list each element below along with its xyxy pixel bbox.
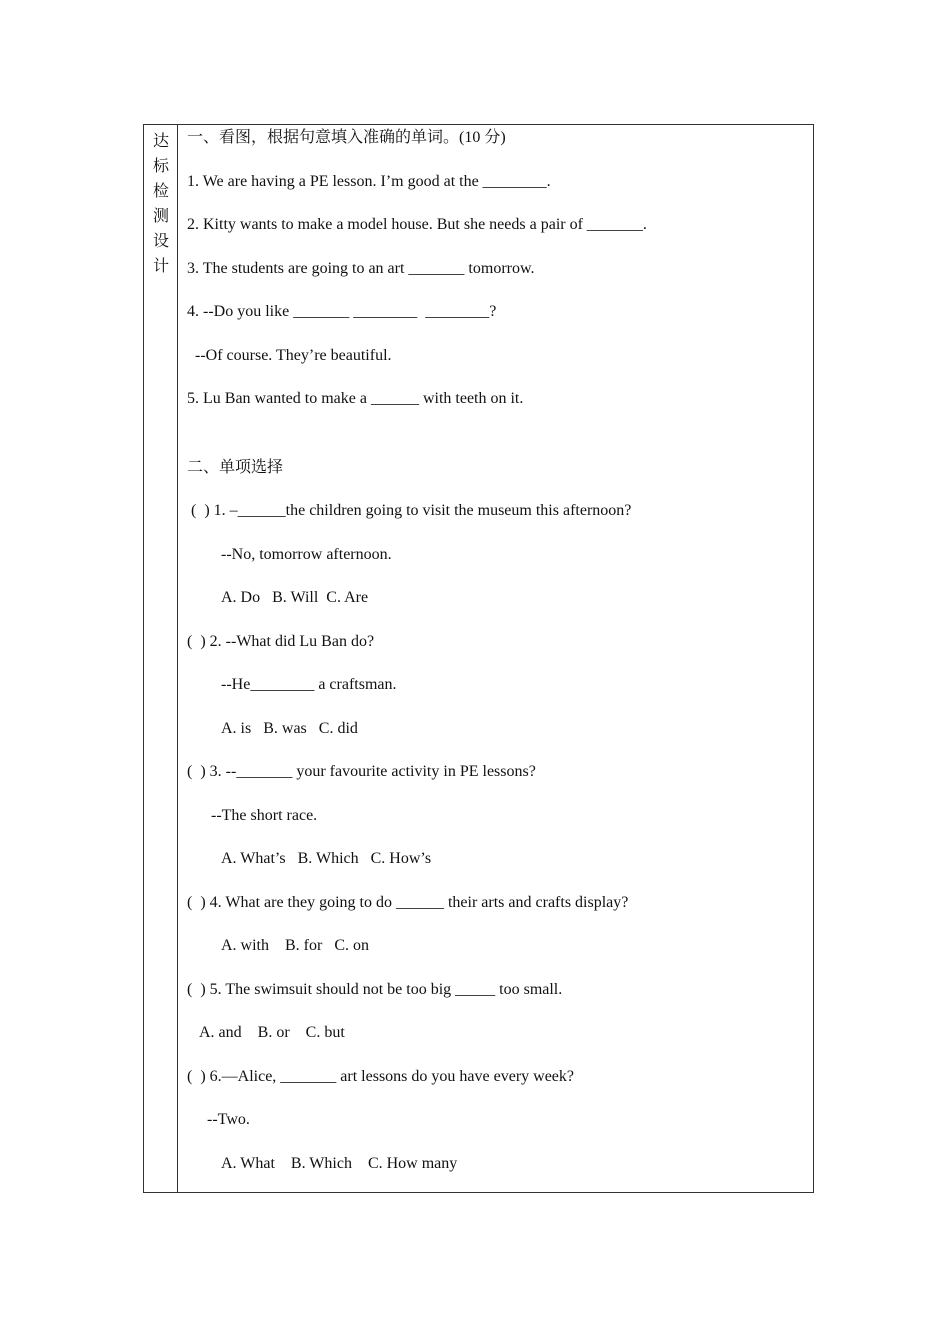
options-line: A. Do B. Will C. Are [221, 589, 369, 606]
question-line: ( ) 3. --_______ your favourite activity in PE lessons? [187, 763, 536, 780]
question-line: ( ) 1. –______the children going to visit the museum this afternoon? [187, 502, 632, 519]
side-label [144, 129, 178, 279]
answer-line: --Two. [207, 1111, 250, 1128]
section1-item-5: 5. Lu Ban wanted to make a ______ with teeth on it. [187, 390, 524, 407]
options-line: A. What B. Which C. How many [221, 1155, 458, 1172]
options-line: A. and B. or C. but [199, 1024, 345, 1041]
section1-item-1: 1. We are having a PE lesson. I’m good at the ________. [187, 173, 551, 190]
worksheet-table [143, 124, 814, 1193]
side-label-char: 标 [152, 158, 169, 175]
question-line: ( ) 6.—Alice, _______ art lessons do you have every week? [187, 1068, 574, 1085]
section1-title: 一、看图，根据句意填入准确的单词。(10 分) [187, 129, 506, 146]
options-line: A. with B. for C. on [221, 937, 369, 954]
side-label-char: 计 [152, 258, 169, 275]
options-line: A. is B. was C. did [221, 720, 358, 737]
side-label-cell [144, 125, 178, 1192]
section1-item-4: 4. --Do you like _______ ________ ________? [187, 303, 497, 320]
answer-line: --The short race. [211, 807, 318, 824]
question-line: ( ) 5. The swimsuit should not be too big _____ too small. [187, 981, 563, 998]
section1-item-4-answer: --Of course. They’re beautiful. [187, 347, 392, 364]
answer-line: --No, tomorrow afternoon. [221, 546, 392, 563]
section2-title: 二、单项选择 [187, 459, 284, 476]
section1-item-2: 2. Kitty wants to make a model house. But she needs a pair of _______. [187, 216, 647, 233]
question-line: ( ) 4. What are they going to do ______ their arts and crafts display? [187, 894, 629, 911]
options-line: A. What’s B. Which C. How’s [221, 850, 432, 867]
section1-item-3: 3. The students are going to an art _______ tomorrow. [187, 260, 535, 277]
question-line: ( ) 2. --What did Lu Ban do? [187, 633, 375, 650]
side-label-char: 检 [152, 183, 169, 200]
side-label-char: 达 [152, 133, 169, 150]
answer-line: --He________ a craftsman. [221, 676, 397, 693]
content-cell [178, 125, 813, 1192]
side-label-char: 测 [152, 208, 169, 225]
side-label-char: 设 [152, 233, 169, 250]
